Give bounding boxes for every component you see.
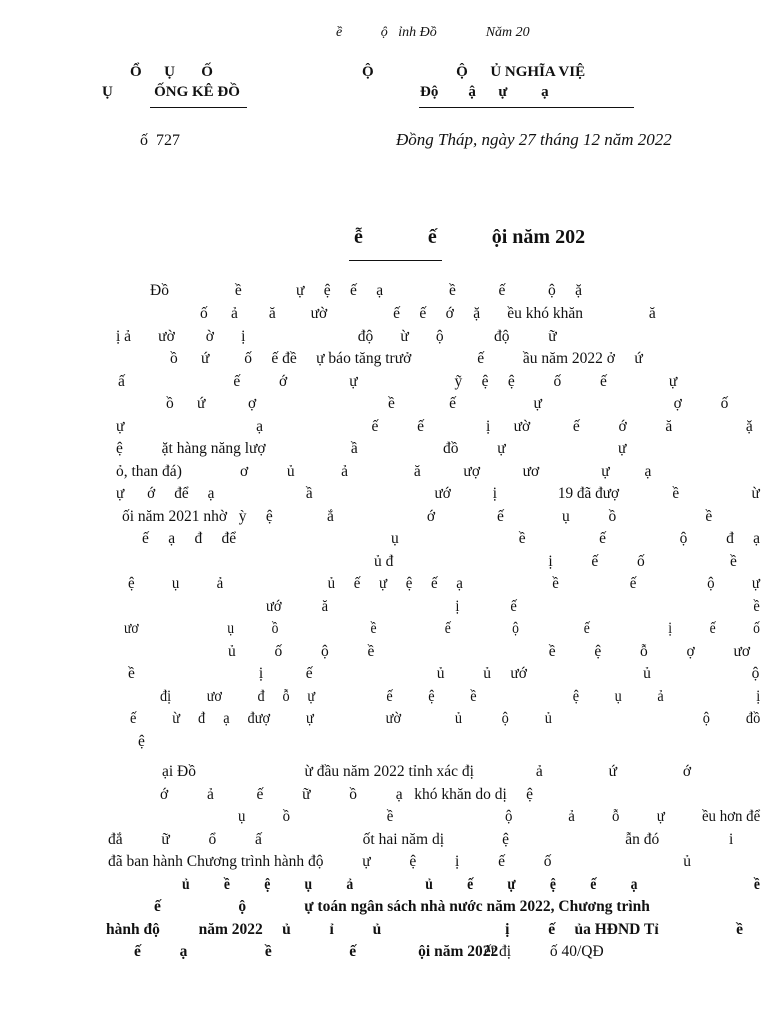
paragraph-1-line: Đồ ề ự ệ ế ạ ề ế ộ ặ — [150, 282, 583, 299]
paragraph-2-bold-line: ế ộ ự toán ngân sách nhà nước năm 2022, Chương trình — [154, 898, 650, 915]
paragraph-1-line: ệ ặt hàng năng lượ ầ đồ ự ự — [116, 440, 627, 457]
issuing-agency-name: Ụ ỐNG KÊ ĐỒ — [102, 84, 240, 100]
paragraph-1-line: ệ — [138, 733, 145, 750]
paragraph-1-line: ồ ứ ợ ề ế ự ợ ố — [166, 395, 729, 412]
paragraph-1-line: ủ ố ộ ề ề ệ ỗ ợ ươ — [228, 643, 751, 660]
paragraph-2-bold-line: hành độ năm 2022 ủ ỉ ủ ị ế ủa HĐND Tỉ ề — [106, 921, 743, 938]
paragraph-2-line: đắ ữ ổ ấ ốt hai năm dị ệ ẫn đó i — [108, 831, 734, 848]
paragraph-2-bold-line: ế ạ ề ế ội năm 2022 — [134, 943, 499, 960]
paragraph-2-line: ại Đồ ừ đầu năm 2022 tỉnh xác đị ả ứ ớ — [162, 763, 692, 780]
paragraph-2-bold-line: ủ ề ệ ụ ả ủ ế ự ệ ế ạ ề — [182, 876, 760, 893]
paragraph-1-line: ươ ụ ồ ề ế ộ ế ị ế ố — [124, 620, 760, 637]
paragraph-1-line: ủ đ ị ế ố ề — [374, 553, 737, 570]
place-and-date: Đồng Tháp, ngày 27 tháng 12 năm 2022 — [396, 130, 672, 149]
paragraph-1-line: ự ạ ế ế ị ườ ế ớ ă ặ — [116, 418, 753, 435]
agency-underline — [150, 107, 247, 108]
paragraph-1-line: ố ả ă ườ ế ế ớ ặ ều khó khăn ă — [200, 305, 656, 322]
issuing-agency-parent: Ổ Ụ Ố — [130, 64, 213, 80]
title-underline — [349, 260, 442, 261]
document-title: ễ ế ội năm 202 — [354, 226, 586, 248]
national-motto: Độ ậ ự ạ — [420, 84, 549, 100]
paragraph-1-line: ệ ụ ả ủ ế ự ệ ế ạ ề ế ộ ự — [128, 575, 761, 592]
paragraph-2-line: ớ ả ế ữ ồ ạ khó khăn do dị ệ — [160, 786, 534, 803]
paragraph-1-line: ự ớ để ạ ầ ướ ị 19 đã đượ ề ừ — [116, 485, 760, 502]
paragraph-2-line: ụ ồ ề ộ ả ỗ ự ều hơn để — [238, 808, 761, 825]
paragraph-1-line: ị ả ườ ờ ị độ ừ ộ độ ữ — [116, 328, 557, 345]
paragraph-1-line: ế ạ đ để ụ ề ế ộ đ ạ — [142, 530, 761, 547]
paragraph-2-line: đã ban hành Chương trình hành độ ự ệ ị ế ố ủ — [108, 853, 691, 870]
paragraph-1-line: ối năm 2021 nhờ ỳ ệ ắ ớ ế ụ ồ ề — [122, 508, 713, 525]
paragraph-2-tail: ết đị ố 40/QĐ — [484, 943, 604, 960]
paragraph-1-line: ấ ế ớ ự ỹ ệ ệ ố ế ự — [118, 373, 678, 390]
paragraph-1-line: đị ươ đ ỗ ự ế ệ ề ệ ụ ả ị — [160, 688, 761, 705]
motto-underline — [419, 107, 634, 108]
top-header-line: ề ộ ỉnh Đồ Năm 20 — [336, 25, 530, 40]
paragraph-1-line: ế ừ đ ạ đượ ự ườ ủ ộ ủ ộ đồ — [130, 710, 761, 727]
paragraph-1-line: ỏ, than đá) ơ ủ ả ă ượ ươ ự ạ — [116, 463, 652, 480]
paragraph-1-line: ề ị ế ủ ủ ướ ủ ộ — [128, 665, 760, 682]
paragraph-1-line: ồ ứ ố ế đề ự báo tăng trưở ế ầu năm 2022 ở ứ — [170, 350, 643, 367]
national-title: Ộ Ộ Ủ NGHĨA VIỆ — [362, 64, 586, 80]
document-number: ố 727 — [140, 132, 180, 149]
paragraph-1-line: ướ ă ị ế ề — [266, 598, 760, 615]
